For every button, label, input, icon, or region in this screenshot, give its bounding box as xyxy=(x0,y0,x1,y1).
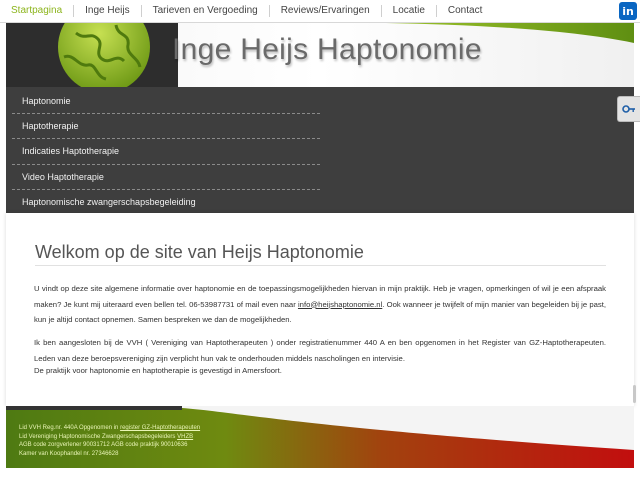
site-title[interactable]: Inge Heijs Haptonomie xyxy=(172,33,482,66)
footer-vvh-text: Lid VVH Reg.nr. 440A Opgenomen in xyxy=(19,425,121,431)
intro-text-end: . Ook wanneer je twijfelt of mijn manier van begeleiden bij je past, kun je altijd contact opnemen. Samen bespreken we dan de mogelijkheden. xyxy=(34,299,606,324)
footer-line-agb: AGB code zorgverlener 90031712 AGB code praktijk 90010636 xyxy=(19,442,188,449)
heading-divider xyxy=(35,265,606,266)
email-link[interactable]: info@heijshaptonomie.nl xyxy=(297,299,383,309)
side-login-tab[interactable] xyxy=(617,96,640,122)
register-link[interactable]: register GZ-Haptotherapeuten xyxy=(120,425,201,431)
page-bottom xyxy=(6,468,634,480)
menu-item-haptotherapie[interactable]: Haptotherapie xyxy=(12,114,320,139)
menu-list xyxy=(12,89,320,214)
top-navigation xyxy=(0,0,640,23)
key-icon xyxy=(622,104,636,114)
footer-vhzb-text: Lid Vereniging Haptonomische Zwangerschapsbegeleiders xyxy=(19,433,178,440)
site-header xyxy=(6,23,634,87)
vhzb-link[interactable]: VHZB xyxy=(177,433,194,440)
linkedin-icon[interactable] xyxy=(619,2,637,20)
menu-item-haptonomie[interactable]: Haptonomie xyxy=(12,89,320,114)
top-nav-list xyxy=(0,0,640,22)
page-title: Welkom op de site van Heijs Haptonomie xyxy=(35,242,364,262)
nav-item-contact[interactable]: Contact xyxy=(447,5,483,16)
main-content xyxy=(6,213,634,406)
intro-text-start: U vindt op deze site algemene informatie over haptonomie en de toepassingsmogelijkheden hiervan in mijn praktijk. Heb je vragen, opmerkingen of wil je een afspraak maken? Je kunt mij uiteraard even bellen tel. 06-53987731 of mail even naar xyxy=(34,284,606,309)
footer-line-vhzb xyxy=(19,433,200,442)
linkedin-glyph: in xyxy=(622,4,634,18)
footer-line-kvk: Kamer van Koophandel nr. 27346628 xyxy=(19,450,119,457)
site-footer xyxy=(6,406,634,468)
scrollbar-thumb[interactable] xyxy=(633,385,636,403)
menu-item-indicaties[interactable]: Indicaties Haptotherapie xyxy=(12,139,320,164)
intro-paragraph xyxy=(34,281,606,328)
nav-item-reviews[interactable]: Reviews/Ervaringen xyxy=(270,5,382,17)
footer-line-vvh xyxy=(19,424,200,433)
nav-item-startpagina[interactable]: Startpagina xyxy=(0,5,74,17)
puzzle-logo-icon xyxy=(56,23,151,87)
membership-paragraph: Ik ben aangesloten bij de VVH ( Vereniging van Haptotherapeuten ) onder registratienummer 440 A en ben opgenomen in het Register van GZ-Haptotherapeuten. Leden van deze beroepsvereniging zijn verplicht hun vak te onderhouden middels nascholingen en intervisie. xyxy=(34,338,606,363)
menu-item-video[interactable]: Video Haptotherapie xyxy=(12,165,320,190)
main-menu xyxy=(6,87,634,213)
location-paragraph: De praktijk voor haptonomie en haptotherapie is gevestigd in Amersfoort. xyxy=(34,366,282,375)
menu-item-zwangerschapsbegeleiding[interactable]: Haptonomische zwangerschapsbegeleiding xyxy=(22,196,196,207)
nav-item-tarieven[interactable]: Tarieven en Vergoeding xyxy=(142,5,270,17)
footer-info xyxy=(19,424,200,458)
nav-item-inge-heijs[interactable]: Inge Heijs xyxy=(74,5,141,17)
nav-item-locatie[interactable]: Locatie xyxy=(382,5,437,17)
